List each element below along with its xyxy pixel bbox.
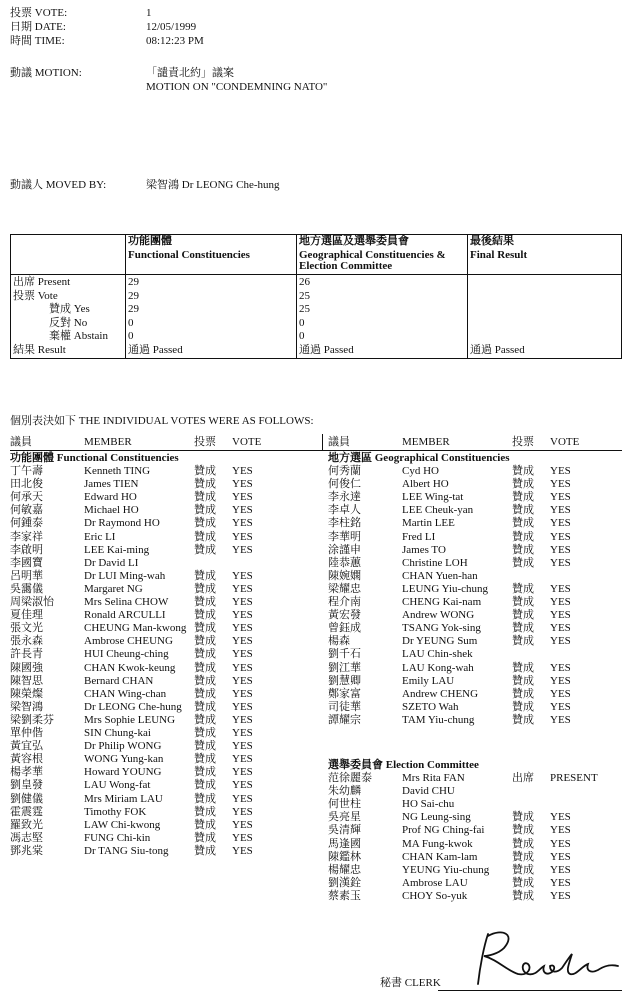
vote-row-zh: 田北俊 xyxy=(10,478,43,491)
fc-present: 29 xyxy=(128,276,139,288)
vote-row-zh: 李卓人 xyxy=(328,504,361,517)
vote-row-zh: 陸恭蕙 xyxy=(328,556,361,569)
vote-row-ven: YES xyxy=(550,465,571,477)
vote-row-ven: YES xyxy=(232,530,253,543)
vote-row-ven: YES xyxy=(550,687,571,700)
vote-row-en: Michael HO xyxy=(84,504,139,517)
vote-row-en: Cyd HO xyxy=(402,465,439,477)
vote-row-zh: 黃宜弘 xyxy=(10,740,43,753)
vote-row-en: FUNG Chi-kin xyxy=(84,831,151,844)
moved-by-value: 梁智鴻 Dr LEONG Che-hung xyxy=(146,179,280,191)
vote-row-zh: 李永達 xyxy=(328,491,361,504)
vote-row-vzh: 贊成 xyxy=(194,517,216,530)
vote-row-ven: YES xyxy=(550,596,571,608)
vote-row-vzh: 贊成 xyxy=(194,504,216,517)
vote-row-ven: YES xyxy=(550,700,571,713)
vote-row-en: Ambrose CHEUNG xyxy=(84,635,173,648)
vote-row-zh: 涂謹申 xyxy=(328,543,361,556)
row-abstain-label: 棄權 Abstain xyxy=(49,330,108,342)
vote-row-ven: YES xyxy=(550,635,571,648)
vote-row-en: Kenneth TING xyxy=(84,465,151,477)
vote-row-en: LEUNG Yiu-chung xyxy=(402,582,489,595)
vote-row-zh: 周梁淑怡 xyxy=(10,596,54,608)
column-header-rule xyxy=(10,450,622,451)
date-label: 日期 DATE: xyxy=(10,21,66,33)
vote-row-en: CHAN Yuen-han xyxy=(402,569,478,582)
vote-row-vzh: 贊成 xyxy=(512,824,534,837)
vote-row-en: LAU Wong-fat xyxy=(84,779,151,792)
vote-row-ven: YES xyxy=(550,889,571,902)
vote-row-zh: 劉慧卿 xyxy=(328,674,361,687)
vote-row-vzh: 贊成 xyxy=(194,569,216,582)
vote-row-vzh: 贊成 xyxy=(512,837,534,850)
vote-row-vzh: 贊成 xyxy=(512,700,534,713)
vote-row-zh: 吳靄儀 xyxy=(10,582,43,595)
vote-row-en: MA Fung-kwok xyxy=(402,837,473,850)
vote-row-en: Ronald ARCULLI xyxy=(84,609,166,622)
vote-row-en: James TIEN xyxy=(84,478,139,491)
vote-row-vzh: 贊成 xyxy=(194,661,216,674)
vote-row-ven: YES xyxy=(232,609,253,622)
vote-row-ven: YES xyxy=(232,491,253,504)
vote-row-vzh: 贊成 xyxy=(194,491,216,504)
vote-row-ven: YES xyxy=(232,543,253,556)
gc-present: 26 xyxy=(299,276,310,288)
vote-row-vzh: 贊成 xyxy=(512,811,534,824)
row-present-label: 出席 Present xyxy=(13,276,71,288)
summary-table xyxy=(10,234,622,359)
vote-row-ven: YES xyxy=(550,582,571,595)
final-result: 通過 Passed xyxy=(470,343,525,356)
vote-row-en: HO Sai-chu xyxy=(402,798,455,811)
vote-row-ven: YES xyxy=(232,569,253,582)
vote-row-en: SZETO Wah xyxy=(402,700,459,713)
vote-row-en: Mrs Rita FAN xyxy=(402,772,465,784)
vote-row-en: Prof NG Ching-fai xyxy=(402,824,485,837)
vote-row-vzh: 贊成 xyxy=(194,622,216,635)
gc-result: 通過 Passed xyxy=(299,343,354,356)
fc-heading-en: Functional Constituencies xyxy=(128,249,250,261)
time-value: 08:12:23 PM xyxy=(146,35,204,47)
vote-value: 1 xyxy=(146,7,152,19)
fc-heading-zh: 功能團體 xyxy=(128,235,172,247)
vote-row-zh: 李柱銘 xyxy=(328,517,361,530)
vote-row-zh: 黃宏發 xyxy=(328,609,361,622)
vote-row-en: Dr YEUNG Sum xyxy=(402,635,478,648)
vote-row-en: CHENG Kai-nam xyxy=(402,596,482,608)
vote-row-en: CHAN Kwok-keung xyxy=(84,661,176,674)
vote-row-vzh: 贊成 xyxy=(512,661,534,674)
vote-row-ven: YES xyxy=(232,596,253,608)
final-heading-en: Final Result xyxy=(470,249,528,261)
vote-row-vzh: 贊成 xyxy=(194,582,216,595)
left-col-member: MEMBER xyxy=(84,436,132,448)
vote-row-ven: YES xyxy=(550,543,571,556)
left-col-vote-zh: 投票 xyxy=(194,436,216,448)
vote-row-ven: YES xyxy=(232,713,253,726)
vote-row-ven: YES xyxy=(232,687,253,700)
vote-row-zh: 楊森 xyxy=(328,635,350,648)
vote-row-vzh: 贊成 xyxy=(512,543,534,556)
vote-row-vzh: 贊成 xyxy=(194,543,216,556)
vote-row-en: Martin LEE xyxy=(402,517,455,530)
vote-row-zh: 楊孝華 xyxy=(10,766,43,779)
vote-row-zh: 劉健儀 xyxy=(10,792,43,805)
vote-row-zh: 張永森 xyxy=(10,635,43,648)
vote-row-vzh: 贊成 xyxy=(512,504,534,517)
date-value: 12/05/1999 xyxy=(146,21,197,33)
vote-row-zh: 陳鑑林 xyxy=(328,850,361,863)
vote-row-en: LAU Chin-shek xyxy=(402,648,473,661)
vote-row-ven: YES xyxy=(232,753,253,766)
vote-row-vzh: 贊成 xyxy=(512,674,534,687)
vote-row-en: Albert HO xyxy=(402,478,449,491)
vote-row-vzh: 贊成 xyxy=(512,465,534,477)
vote-row-en: Andrew CHENG xyxy=(402,687,479,700)
vote-row-vzh: 贊成 xyxy=(194,727,216,739)
vote-row-en: Eric LI xyxy=(84,530,116,543)
vote-row-ven: PRESENT xyxy=(550,772,598,784)
vote-row-en: CHAN Kam-lam xyxy=(402,850,478,863)
vote-row-en: Dr Raymond HO xyxy=(84,517,160,530)
vote-row-vzh: 贊成 xyxy=(512,478,534,491)
fc-no: 0 xyxy=(128,316,134,329)
vote-row-en: Dr LEONG Che-hung xyxy=(84,700,182,713)
vote-row-ven: YES xyxy=(550,556,571,569)
vote-row-ven: YES xyxy=(550,504,571,517)
vote-row-en: Mrs Sophie LEUNG xyxy=(84,713,176,726)
vote-row-vzh: 贊成 xyxy=(512,517,534,530)
vote-row-zh: 鄧兆棠 xyxy=(10,844,43,857)
vote-row-en: Howard YOUNG xyxy=(84,766,162,779)
gc-heading-en2: Election Committee xyxy=(299,260,393,272)
right-section-title: 地方選區 Geographical Constituencies xyxy=(328,452,510,464)
vote-row-en: Dr Philip WONG xyxy=(84,740,162,753)
vote-row-ven: YES xyxy=(550,491,571,504)
vote-row-zh: 單仲偕 xyxy=(10,727,43,739)
vote-row-vzh: 贊成 xyxy=(512,609,534,622)
vote-row-ven: YES xyxy=(550,674,571,687)
vote-row-zh: 何秀蘭 xyxy=(328,465,361,477)
vote-row-en: LEE Wing-tat xyxy=(402,491,464,504)
vote-row-en: Ambrose LAU xyxy=(402,876,468,889)
vote-row-zh: 鄭家富 xyxy=(328,687,361,700)
motion-label: 動議 MOTION: xyxy=(10,67,82,79)
vote-row-vzh: 贊成 xyxy=(194,831,216,844)
vote-row-zh: 李華明 xyxy=(328,530,361,543)
vote-row-ven: YES xyxy=(232,740,253,753)
clerk-signature-line xyxy=(438,990,622,991)
vote-row-ven: YES xyxy=(550,478,571,491)
vote-row-en: HUI Cheung-ching xyxy=(84,648,169,661)
vote-row-zh: 馬逢國 xyxy=(328,837,361,850)
gc-heading-zh: 地方選區及選舉委員會 xyxy=(299,235,409,247)
vote-row-ven: YES xyxy=(232,831,253,844)
vote-row-ven: YES xyxy=(232,622,253,635)
vote-row-vzh: 贊成 xyxy=(194,635,216,648)
vote-row-vzh: 贊成 xyxy=(194,596,216,608)
vote-row-ven: YES xyxy=(232,648,253,661)
vote-row-ven: YES xyxy=(232,766,253,779)
row-no-label: 反對 No xyxy=(49,316,88,329)
vote-row-en: LEE Cheuk-yan xyxy=(402,504,474,517)
vote-row-zh: 朱幼麟 xyxy=(328,785,361,798)
vote-row-vzh: 贊成 xyxy=(194,713,216,726)
vote-row-vzh: 出席 xyxy=(512,772,534,784)
vote-row-zh: 何承天 xyxy=(10,491,43,504)
vote-row-vzh: 贊成 xyxy=(194,844,216,857)
column-divider xyxy=(322,434,323,450)
vote-row-zh: 梁劉柔芬 xyxy=(10,713,54,726)
vote-row-zh: 陳國強 xyxy=(10,661,43,674)
vote-row-ven: YES xyxy=(232,661,253,674)
vote-row-ven: YES xyxy=(550,876,571,889)
vote-row-en: Margaret NG xyxy=(84,582,143,595)
vote-row-zh: 張文光 xyxy=(10,622,43,635)
individual-votes-heading: 個別表決如下 THE INDIVIDUAL VOTES WERE AS FOLLOWS: xyxy=(10,415,314,427)
vote-row-zh: 曾鈺成 xyxy=(328,622,361,635)
vote-row-zh: 譚耀宗 xyxy=(328,713,361,726)
vote-row-en: Mrs Selina CHOW xyxy=(84,596,169,608)
vote-row-ven: YES xyxy=(550,530,571,543)
row-vote-label: 投票 Vote xyxy=(13,289,58,302)
vote-row-zh: 夏佳理 xyxy=(10,609,43,622)
vote-row-en: NG Leung-sing xyxy=(402,811,471,824)
vote-row-ven: YES xyxy=(550,850,571,863)
gc-vote: 25 xyxy=(299,289,310,302)
time-label: 時間 TIME: xyxy=(10,35,65,47)
vote-row-ven: YES xyxy=(232,844,253,857)
vote-row-zh: 吳亮星 xyxy=(328,811,361,824)
fc-yes: 29 xyxy=(128,303,139,315)
gc-no: 0 xyxy=(299,316,305,329)
right-col-vote-en: VOTE xyxy=(550,436,580,448)
vote-row-en: LAU Kong-wah xyxy=(402,661,474,674)
vote-row-zh: 蔡素玉 xyxy=(328,889,361,902)
vote-row-vzh: 贊成 xyxy=(194,648,216,661)
vote-row-en: Emily LAU xyxy=(402,674,455,687)
motion-title-en: MOTION ON "CONDEMNING NATO" xyxy=(146,81,328,93)
vote-row-vzh: 贊成 xyxy=(512,582,534,595)
left-col-vote-en: VOTE xyxy=(232,436,262,448)
vote-row-vzh: 贊成 xyxy=(512,635,534,648)
vote-row-zh: 何鍾泰 xyxy=(10,517,43,530)
vote-row-vzh: 贊成 xyxy=(194,609,216,622)
vote-row-ven: YES xyxy=(550,824,571,837)
vote-row-ven: YES xyxy=(232,700,253,713)
vote-row-ven: YES xyxy=(232,805,253,818)
vote-row-zh: 劉漢銓 xyxy=(328,876,361,889)
vote-row-ven: YES xyxy=(232,818,253,831)
vote-row-zh: 梁耀忠 xyxy=(328,582,361,595)
vote-row-en: Christine LOH xyxy=(402,556,468,569)
vote-row-ven: YES xyxy=(550,837,571,850)
vote-row-zh: 丁午壽 xyxy=(10,465,43,477)
gc-yes: 25 xyxy=(299,303,310,315)
row-yes-label: 贊成 Yes xyxy=(49,303,90,315)
vote-row-ven: YES xyxy=(232,779,253,792)
vote-row-zh: 司徒華 xyxy=(328,700,361,713)
left-section-title: 功能團體 Functional Constituencies xyxy=(10,452,179,464)
vote-row-vzh: 贊成 xyxy=(194,818,216,831)
vote-row-ven: YES xyxy=(550,713,571,726)
vote-row-zh: 劉江華 xyxy=(328,661,361,674)
vote-row-en: SIN Chung-kai xyxy=(84,727,151,739)
vote-row-zh: 劉皇發 xyxy=(10,779,43,792)
election-section-title: 選舉委員會 Election Committee xyxy=(328,759,479,771)
vote-row-vzh: 贊成 xyxy=(512,889,534,902)
vote-row-vzh: 贊成 xyxy=(194,687,216,700)
vote-row-en: David CHU xyxy=(402,785,455,798)
gc-abstain: 0 xyxy=(299,330,305,342)
vote-row-vzh: 贊成 xyxy=(512,863,534,876)
vote-row-vzh: 贊成 xyxy=(512,850,534,863)
vote-row-ven: YES xyxy=(550,622,571,635)
vote-row-ven: YES xyxy=(232,792,253,805)
vote-row-ven: YES xyxy=(232,465,253,477)
vote-row-en: LEE Kai-ming xyxy=(84,543,150,556)
vote-row-vzh: 贊成 xyxy=(194,478,216,491)
final-heading-zh: 最後結果 xyxy=(470,235,514,247)
vote-row-zh: 陳智思 xyxy=(10,674,43,687)
vote-row-zh: 何俊仁 xyxy=(328,478,361,491)
vote-row-zh: 何世柱 xyxy=(328,798,361,811)
vote-row-ven: YES xyxy=(232,727,253,739)
vote-row-zh: 吳清輝 xyxy=(328,824,361,837)
vote-row-en: YEUNG Yiu-chung xyxy=(402,863,490,876)
vote-row-zh: 許長青 xyxy=(10,648,43,661)
vote-row-ven: YES xyxy=(550,517,571,530)
vote-row-vzh: 贊成 xyxy=(194,805,216,818)
vote-row-en: Dr David LI xyxy=(84,556,139,569)
vote-row-ven: YES xyxy=(232,674,253,687)
vote-row-en: CHAN Wing-chan xyxy=(84,687,167,700)
vote-row-en: TAM Yiu-chung xyxy=(402,713,475,726)
vote-row-vzh: 贊成 xyxy=(512,687,534,700)
vote-row-ven: YES xyxy=(232,517,253,530)
vote-row-en: LAW Chi-kwong xyxy=(84,818,161,831)
vote-row-zh: 陳婉嫻 xyxy=(328,569,361,582)
vote-row-ven: YES xyxy=(550,609,571,622)
vote-row-vzh: 贊成 xyxy=(194,753,216,766)
vote-row-en: TSANG Yok-sing xyxy=(402,622,481,635)
vote-row-en: Timothy FOK xyxy=(84,805,147,818)
vote-row-en: Fred LI xyxy=(402,530,436,543)
fc-result: 通過 Passed xyxy=(128,343,183,356)
vote-row-en: CHOY So-yuk xyxy=(402,889,468,902)
vote-row-vzh: 贊成 xyxy=(512,530,534,543)
vote-row-vzh: 贊成 xyxy=(512,876,534,889)
clerk-signature xyxy=(458,926,628,990)
vote-row-ven: YES xyxy=(550,863,571,876)
vote-row-ven: YES xyxy=(550,661,571,674)
fc-vote: 29 xyxy=(128,289,139,302)
vote-row-vzh: 贊成 xyxy=(194,779,216,792)
vote-row-vzh: 贊成 xyxy=(194,674,216,687)
vote-row-vzh: 贊成 xyxy=(194,700,216,713)
vote-row-en: Bernard CHAN xyxy=(84,674,154,687)
vote-row-zh: 陳榮燦 xyxy=(10,687,43,700)
vote-row-vzh: 贊成 xyxy=(512,556,534,569)
vote-row-zh: 李家祥 xyxy=(10,530,43,543)
vote-row-vzh: 贊成 xyxy=(194,792,216,805)
vote-row-ven: YES xyxy=(232,582,253,595)
vote-row-zh: 羅致光 xyxy=(10,818,43,831)
vote-row-zh: 馮志堅 xyxy=(10,831,43,844)
vote-row-zh: 呂明華 xyxy=(10,569,43,582)
vote-row-zh: 范徐麗泰 xyxy=(328,772,372,784)
vote-row-zh: 黃容根 xyxy=(10,753,43,766)
vote-row-zh: 霍震霆 xyxy=(10,805,43,818)
vote-row-en: James TO xyxy=(402,543,446,556)
clerk-label: 秘書 CLERK xyxy=(380,977,441,989)
fc-abstain: 0 xyxy=(128,330,134,342)
vote-row-en: Edward HO xyxy=(84,491,137,504)
vote-row-ven: YES xyxy=(550,811,571,824)
motion-title-zh: 「譴責北約」議案 xyxy=(146,67,234,79)
vote-row-vzh: 贊成 xyxy=(512,491,534,504)
vote-row-vzh: 贊成 xyxy=(512,622,534,635)
vote-row-en: CHEUNG Man-kwong xyxy=(84,622,187,635)
vote-row-vzh: 贊成 xyxy=(512,713,534,726)
right-col-zh: 議員 xyxy=(328,436,350,448)
vote-row-vzh: 贊成 xyxy=(512,596,534,608)
left-col-zh: 議員 xyxy=(10,436,32,448)
vote-row-zh: 梁智鴻 xyxy=(10,700,43,713)
gc-heading-en1: Geographical Constituencies & xyxy=(299,249,446,261)
row-result-label: 結果 Result xyxy=(13,343,66,356)
vote-row-ven: YES xyxy=(232,478,253,491)
vote-row-en: Mrs Miriam LAU xyxy=(84,792,163,805)
vote-row-zh: 楊耀忠 xyxy=(328,863,361,876)
right-col-vote-zh: 投票 xyxy=(512,436,534,448)
vote-row-en: WONG Yung-kan xyxy=(84,753,164,766)
vote-row-zh: 程介南 xyxy=(328,596,361,608)
moved-by-label: 動議人 MOVED BY: xyxy=(10,179,107,191)
vote-row-vzh: 贊成 xyxy=(194,465,216,477)
vote-row-zh: 李國寶 xyxy=(10,556,43,569)
right-col-member: MEMBER xyxy=(402,436,450,448)
vote-row-en: Dr LUI Ming-wah xyxy=(84,569,166,582)
vote-row-zh: 劉千石 xyxy=(328,648,361,661)
vote-row-vzh: 贊成 xyxy=(194,530,216,543)
vote-row-zh: 李啟明 xyxy=(10,543,43,556)
vote-row-ven: YES xyxy=(232,635,253,648)
vote-row-vzh: 贊成 xyxy=(194,766,216,779)
vote-label: 投票 VOTE: xyxy=(10,7,68,19)
vote-row-vzh: 贊成 xyxy=(194,740,216,753)
vote-row-ven: YES xyxy=(232,504,253,517)
vote-row-en: Dr TANG Siu-tong xyxy=(84,844,169,857)
vote-row-zh: 何敏嘉 xyxy=(10,504,43,517)
vote-row-en: Andrew WONG xyxy=(402,609,475,622)
